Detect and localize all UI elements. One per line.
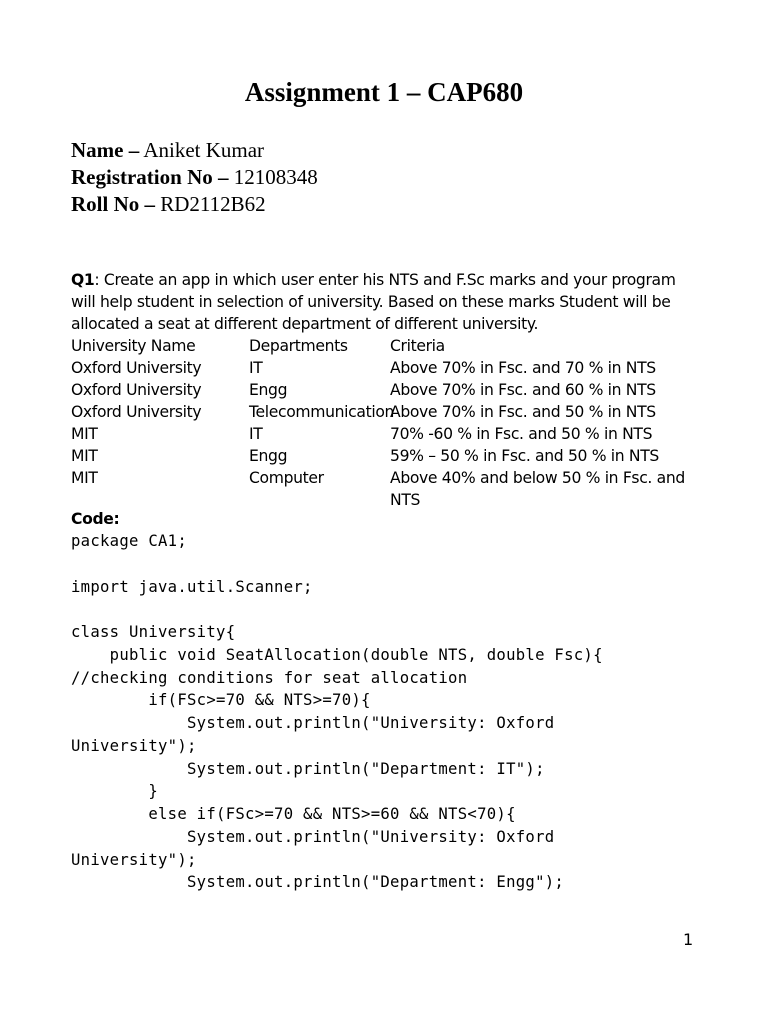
- cell-department: IT: [249, 425, 263, 443]
- table-header-row: [71, 335, 690, 357]
- header-departments: Departments: [249, 337, 348, 355]
- code-line: University");: [71, 736, 197, 755]
- question-paragraph: [71, 269, 701, 335]
- code-line: package CA1;: [71, 532, 188, 550]
- name-value: Aniket Kumar: [143, 138, 265, 162]
- cell-criteria: Above 40% and below 50 % in Fsc. and NTS: [390, 469, 685, 509]
- code-line: public void SeatAllocation(double NTS, double Fsc){: [71, 645, 603, 664]
- header-criteria: Criteria: [390, 337, 445, 355]
- table-row: [71, 379, 690, 401]
- document-title: Assignment 1 – CAP680: [244, 77, 524, 107]
- cell-department: Engg: [249, 381, 288, 399]
- code-line: System.out.println("University: Oxford: [71, 714, 555, 732]
- page-number: 1: [683, 930, 694, 949]
- question-label: Q1: [71, 271, 95, 289]
- roll-label: Roll No –: [71, 192, 155, 216]
- roll-value: RD2112B62: [160, 192, 266, 216]
- cell-university: MIT: [71, 469, 98, 487]
- registration-label: Registration No –: [71, 165, 229, 189]
- code-line: import java.util.Scanner;: [71, 577, 313, 596]
- code-line: University");: [71, 850, 197, 869]
- cell-criteria: Above 70% in Fsc. and 60 % in NTS: [390, 381, 656, 399]
- code-line: else if(FSc>=70 && NTS>=60 && NTS<70){: [71, 805, 516, 823]
- code-line: System.out.println("University: Oxford: [71, 827, 555, 846]
- question-text: : Create an app in which user enter his NTS and F.Sc marks and your program will help student in selection of university. Based on these marks Student will be allocated a seat at different department of different university.: [71, 271, 676, 333]
- cell-department: Engg: [249, 447, 288, 465]
- code-line: System.out.println("Department: Engg");: [71, 873, 565, 892]
- table-row: [71, 357, 690, 379]
- code-line: System.out.println("Department: IT");: [71, 759, 545, 778]
- registration-value: 12108348: [233, 165, 318, 189]
- name-label: Name –: [71, 138, 140, 162]
- code-line: if(FSc>=70 && NTS>=70){: [71, 691, 371, 710]
- table-row: [71, 467, 690, 511]
- cell-criteria: 70% -60 % in Fsc. and 50 % in NTS: [390, 425, 653, 443]
- header-university: University Name: [71, 337, 196, 355]
- code-line: [71, 553, 603, 576]
- code-line: class University{: [71, 623, 236, 641]
- code-block: [71, 530, 603, 894]
- cell-university: MIT: [71, 447, 98, 465]
- code-label: Code:: [71, 510, 120, 528]
- roll-line: [71, 191, 266, 218]
- table-row: [71, 401, 690, 423]
- name-line: [71, 137, 264, 164]
- code-line: }: [71, 782, 159, 801]
- cell-criteria: Above 70% in Fsc. and 70 % in NTS: [390, 359, 656, 377]
- cell-criteria: 59% – 50 % in Fsc. and 50 % in NTS: [390, 447, 659, 465]
- table-row: [71, 445, 690, 467]
- table-row: [71, 423, 690, 445]
- cell-department: IT: [249, 359, 263, 377]
- code-line: [71, 598, 603, 621]
- cell-university: Oxford University: [71, 403, 202, 421]
- cell-university: Oxford University: [71, 381, 202, 399]
- cell-criteria: Above 70% in Fsc. and 50 % in NTS: [390, 403, 656, 421]
- registration-line: [71, 164, 318, 191]
- cell-university: MIT: [71, 425, 98, 443]
- criteria-table: [71, 335, 690, 511]
- cell-department: Computer: [249, 469, 324, 487]
- cell-university: Oxford University: [71, 359, 202, 377]
- code-line: //checking conditions for seat allocation: [71, 668, 468, 687]
- cell-department: Telecommunication: [249, 403, 395, 421]
